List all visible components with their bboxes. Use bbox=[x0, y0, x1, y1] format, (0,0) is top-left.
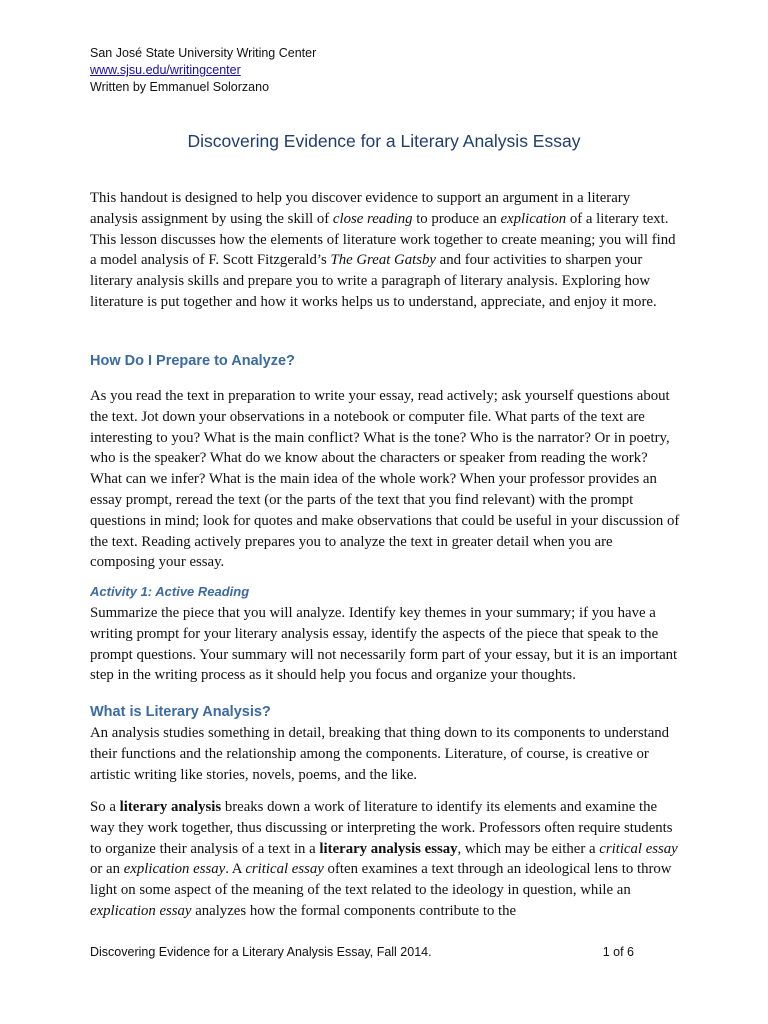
document-header bbox=[90, 45, 316, 96]
author-line: Written by Emmanuel Solorzano bbox=[90, 80, 270, 94]
prepare-paragraph: As you read the text in preparation to write your essay, read actively; ask yourself questions about the text. Jot down your observations in a notebook or computer file. What parts of the text are interesting to you? What is the main conflict? What is the tone? Who is the narrator? Or in poetry, who is the speaker? What do we know about the characters or speaker from reading the work? What can we infer? What is the main idea of the whole work? When your professor provides an essay prompt, reread the text (or the parts of the text that you find relevant) with the prompt questions in mind; look for quotes and make observations that could be useful in your discussion of the text. Reading actively prepares you to analyze the text in greater detail when you are composing your essay. bbox=[90, 388, 680, 571]
writing-center-link[interactable]: www.sjsu.edu/writingcenter bbox=[90, 63, 241, 77]
intro-paragraph: This handout is designed to help you discover evidence to support an argument in a literary analysis assignment by using the skill of close reading to produce an explication of a literary text. This lesson discusses how the elements of literature work together to create meaning; you will find a model analysis of F. Scott Fitzgerald’s The Great Gatsby and four activities to sharpen your literary analysis skills and prepare you to write a paragraph of literary analysis. Exploring how literature is put together and how it works helps us to understand, appreciate, and enjoy it more. bbox=[90, 190, 676, 310]
literary-analysis-essay-term: literary analysis essay bbox=[319, 840, 458, 857]
heading-what-is-literary-analysis: What is Literary Analysis? bbox=[90, 704, 271, 720]
org-name: San José State University Writing Center bbox=[90, 46, 317, 60]
literary-analysis-paragraph: So a literary analysis breaks down a work of literature to identify its elements and examine the way they work together, thus discussing or interpreting the work. Professors often require students to organize their analysis of a text in a literary analysis essay, which may be either a critical essay or an explication essay. A critical essay often examines a text through an ideological lens to throw light on some aspect of the meaning of the text related to the ideology in question, while an explication essay analyzes how the formal components contribute to the bbox=[90, 799, 678, 919]
footer-title: Discovering Evidence for a Literary Analysis Essay, Fall 2014. bbox=[90, 945, 432, 959]
heading-activity-1: Activity 1: Active Reading bbox=[90, 584, 250, 599]
heading-prepare-to-analyze: How Do I Prepare to Analyze? bbox=[90, 353, 295, 369]
explication-term: explication bbox=[500, 210, 567, 227]
literary-analysis-term: literary analysis bbox=[119, 799, 222, 815]
activity-1-paragraph: Summarize the piece that you will analyze. Identify key themes in your summary; if you have a writing prompt for your literary analysis essay, identify the aspects of the piece that speak to the prompt questions. Your summary will not necessarily form part of your essay, but it is an important step in the writing process as it should help you focus and organize your thoughts. bbox=[90, 605, 678, 684]
page-footer bbox=[90, 945, 634, 959]
page-number: 1 of 6 bbox=[602, 945, 634, 959]
close-reading-term: close reading bbox=[332, 210, 413, 227]
analysis-definition-paragraph: An analysis studies something in detail, breaking that thing down to its components to understand their functions and the relationship among the components. Literature, of course, is creative or artistic writing like stories, novels, poems, and the like. bbox=[90, 725, 670, 783]
document-title: Discovering Evidence for a Literary Analysis Essay bbox=[187, 131, 581, 151]
gatsby-title: The Great Gatsby bbox=[330, 252, 436, 269]
